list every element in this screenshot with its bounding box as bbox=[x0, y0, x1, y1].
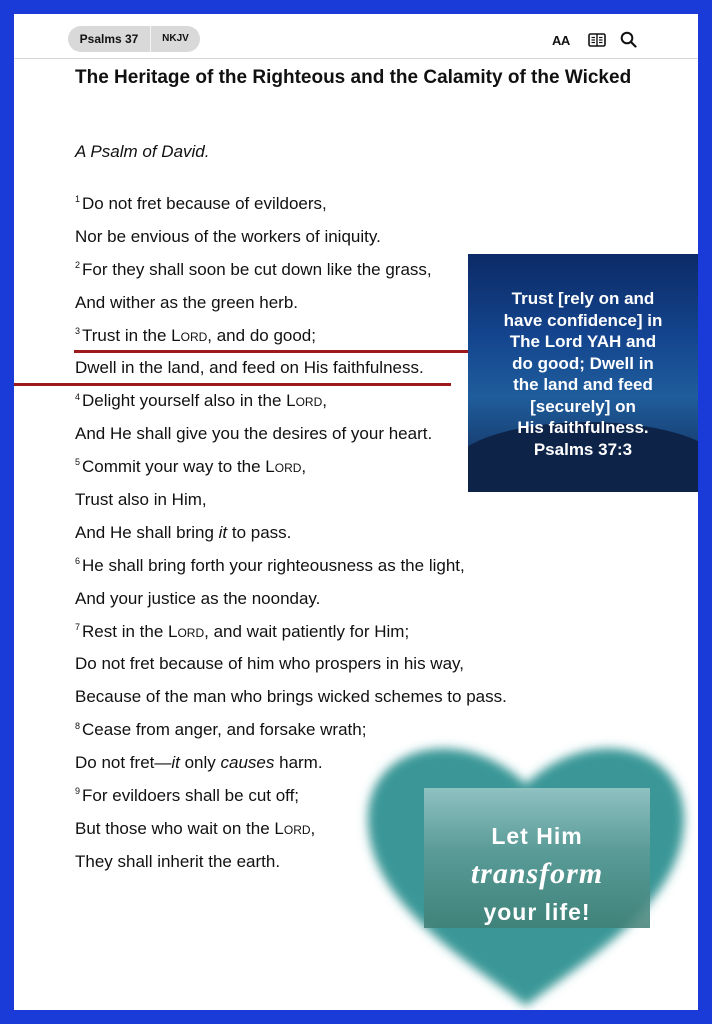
verse-text: They shall inherit the earth. bbox=[75, 851, 281, 871]
highlight-underline bbox=[74, 350, 470, 353]
verse-card-line: do good; Dwell in bbox=[512, 353, 654, 373]
verse-card-line: [securely] on bbox=[530, 396, 636, 416]
divine-name: Lord bbox=[286, 391, 323, 411]
reader-page bbox=[14, 14, 698, 1010]
verse-text: Delight yourself also in the bbox=[82, 391, 287, 411]
verse-card-line: His faithfulness. bbox=[517, 418, 649, 437]
divine-name: Lord bbox=[274, 818, 311, 838]
verse-number: 1 bbox=[75, 194, 81, 205]
verse-number: 5 bbox=[75, 457, 81, 468]
heart-caption bbox=[424, 818, 650, 930]
reader-toolbar bbox=[14, 14, 698, 59]
verse-text: it bbox=[218, 522, 228, 542]
verse-text: For they shall soon be cut down like the grass, bbox=[82, 259, 432, 279]
verse-text: , bbox=[322, 391, 327, 411]
verse-line bbox=[75, 490, 507, 523]
text-size-button[interactable]: AA bbox=[552, 33, 570, 48]
verse-line bbox=[75, 457, 507, 490]
heart-image bbox=[354, 714, 698, 1010]
search-icon[interactable] bbox=[620, 31, 637, 53]
heart-caption-line-3: your life! bbox=[483, 899, 591, 925]
verse-card-line: the land and feed bbox=[513, 375, 653, 394]
psalm-superscription: A Psalm of David. bbox=[75, 142, 210, 161]
verse-line bbox=[75, 654, 507, 687]
verse-line bbox=[75, 424, 507, 457]
verse-number: 7 bbox=[75, 621, 81, 632]
heart-caption-line-2: transform bbox=[470, 857, 604, 890]
divine-name: Lord bbox=[171, 325, 208, 345]
verse-text: Do not fret because of him who prospers in his way, bbox=[75, 654, 464, 674]
verse-text: to pass. bbox=[227, 522, 292, 542]
reader-icon[interactable] bbox=[588, 33, 606, 52]
section-heading: The Heritage of the Righteous and the Calamity of the Wicked bbox=[75, 67, 632, 88]
verse-text: But those who wait on the bbox=[75, 818, 275, 838]
verse-text: harm. bbox=[274, 753, 323, 773]
verse-card-text bbox=[468, 254, 698, 460]
divine-name: Lord bbox=[265, 457, 302, 477]
verse-number: 6 bbox=[75, 556, 81, 567]
verse-text: Nor be envious of the workers of iniquity. bbox=[75, 226, 381, 246]
verse-number: 4 bbox=[75, 391, 81, 402]
verse-text: Rest in the bbox=[82, 621, 169, 641]
book-chapter-button[interactable]: Psalms 37 bbox=[68, 26, 151, 52]
verse-text: it bbox=[171, 753, 180, 773]
verse-text: And He shall bring bbox=[75, 522, 219, 542]
verse-line bbox=[75, 227, 507, 260]
verse-text: Cease from anger, and forsake wrath; bbox=[82, 720, 367, 740]
verse-text: And wither as the green herb. bbox=[75, 292, 299, 312]
verse-text: Trust also in Him, bbox=[75, 490, 207, 510]
verse-text: causes bbox=[220, 753, 275, 773]
verse-card-line: The Lord YAH and bbox=[509, 332, 657, 351]
verse-text: Because of the man who brings wicked schemes to pass. bbox=[75, 687, 507, 707]
passage-selector bbox=[68, 26, 200, 52]
heart-caption-line-1: Let Him bbox=[491, 823, 583, 849]
verse-number: 9 bbox=[75, 786, 81, 797]
verse-text: only bbox=[179, 753, 221, 773]
verse-line bbox=[75, 589, 507, 622]
verse-line bbox=[75, 556, 507, 589]
verse-line bbox=[75, 391, 507, 424]
verse-line bbox=[75, 260, 507, 293]
verse-line bbox=[75, 326, 507, 359]
verse-text: , bbox=[301, 457, 307, 477]
verse-line bbox=[75, 622, 507, 655]
verse-text: He shall bring forth your righteousness as the light, bbox=[82, 555, 465, 575]
verse-text: And your justice as the noonday. bbox=[75, 588, 321, 608]
divine-name: Lord bbox=[168, 621, 205, 641]
verse-card-line: Trust [rely on and bbox=[511, 289, 655, 308]
verse-number: 3 bbox=[75, 325, 81, 336]
verse-text: , and wait patiently for Him; bbox=[204, 621, 410, 641]
verse-card-line: have confidence] in bbox=[503, 310, 663, 330]
verse-text: And He shall give you the desires of your heart. bbox=[75, 424, 433, 444]
verse-text: Do not fret— bbox=[75, 753, 172, 773]
verse-line bbox=[75, 194, 507, 227]
verse-number: 8 bbox=[75, 720, 81, 731]
verse-text: , and do good; bbox=[207, 325, 316, 345]
verse-card-line: Psalms 37:3 bbox=[533, 439, 633, 459]
verse-text: Trust in the bbox=[82, 325, 172, 345]
verse-card-image bbox=[468, 254, 698, 492]
verse-text: Commit your way to the bbox=[82, 457, 266, 477]
verse-line bbox=[75, 358, 507, 391]
verse-line bbox=[75, 523, 507, 556]
verse-number: 2 bbox=[75, 260, 81, 271]
verse-text: Do not fret because of evildoers, bbox=[82, 194, 327, 213]
verse-line bbox=[75, 293, 507, 326]
verse-text: For evildoers shall be cut off; bbox=[82, 786, 300, 806]
version-button[interactable]: NKJV bbox=[162, 33, 189, 44]
verse-text: Dwell in the land, and feed on His faithfulness. bbox=[75, 358, 424, 378]
verse-text: , bbox=[310, 818, 316, 838]
highlight-underline bbox=[14, 383, 451, 386]
